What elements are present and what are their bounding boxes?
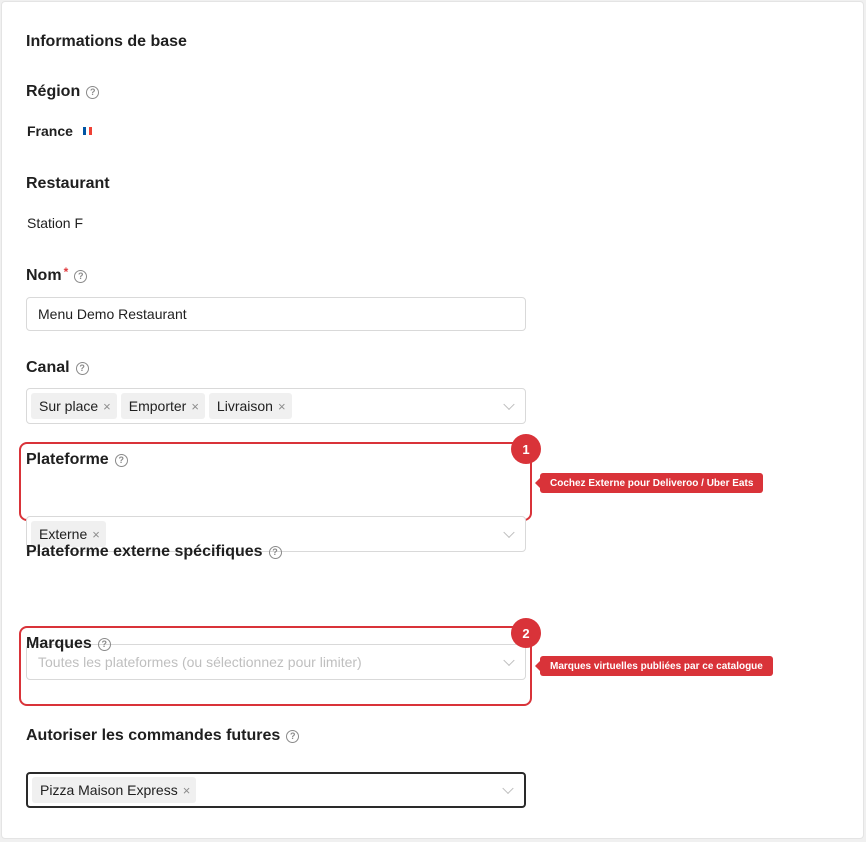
remove-tag-icon[interactable]: × — [103, 398, 111, 414]
marques-help-icon[interactable]: ? — [98, 638, 111, 651]
region-value-row — [27, 123, 92, 139]
nom-help-icon[interactable]: ? — [74, 270, 87, 283]
step-badge-2: 2 — [511, 618, 541, 648]
canal-tag — [31, 393, 117, 419]
canal-tag — [121, 393, 205, 419]
remove-tag-icon[interactable]: × — [277, 398, 286, 414]
plateforme-externe-help-icon[interactable]: ? — [269, 546, 282, 559]
marques-label-row — [26, 635, 111, 653]
region-label-row — [26, 83, 99, 101]
plateforme-label: Plateforme — [26, 451, 109, 468]
region-help-icon[interactable]: ? — [86, 86, 99, 99]
plateforme-label-row — [26, 451, 128, 469]
canal-tag-label: Sur place — [39, 398, 99, 414]
canal-select[interactable] — [26, 388, 526, 424]
restaurant-label: Restaurant — [26, 175, 110, 192]
canal-help-icon[interactable]: ? — [76, 362, 89, 375]
chevron-down-icon[interactable] — [503, 399, 514, 410]
step-badge-1: 1 — [511, 434, 541, 464]
nom-input[interactable] — [26, 297, 526, 331]
france-flag-icon — [83, 127, 92, 135]
marques-tooltip: Marques virtuelles publiées par ce catalogue — [540, 656, 773, 676]
marques-label: Marques — [26, 635, 92, 652]
marques-tag — [32, 777, 196, 803]
canal-label-row — [26, 359, 89, 377]
chevron-down-icon[interactable] — [503, 527, 514, 538]
plateforme-tag-label: Externe — [39, 526, 88, 542]
commandes-futures-label: Autoriser les commandes futures — [26, 727, 281, 744]
commandes-futures-help-icon[interactable]: ? — [286, 730, 299, 743]
region-label: Région — [26, 83, 81, 100]
marques-tag-label: Pizza Maison Express — [40, 782, 178, 798]
canal-tag-label: Emporter — [128, 398, 187, 414]
nom-label-row — [26, 267, 87, 285]
remove-tag-icon[interactable]: × — [92, 526, 100, 542]
nom-label: Nom — [26, 267, 62, 284]
required-marker: * — [63, 265, 69, 279]
plateforme-externe-label: Plateforme externe spécifiques — [26, 543, 263, 560]
section-title: Informations de base — [26, 33, 187, 50]
canal-tag — [209, 393, 292, 419]
plateforme-help-icon[interactable]: ? — [115, 454, 128, 467]
nom-input-value: Menu Demo Restaurant — [38, 306, 187, 322]
canal-tag-label: Livraison — [216, 398, 273, 414]
canal-label: Canal — [26, 359, 70, 376]
commandes-futures-label-row — [26, 727, 299, 745]
plateforme-tooltip: Cochez Externe pour Deliveroo / Uber Eats — [540, 473, 763, 493]
restaurant-value: Station F — [27, 215, 84, 231]
form-card — [1, 1, 864, 839]
marques-select[interactable] — [26, 772, 526, 808]
region-value: France — [27, 123, 73, 139]
plateforme-externe-label-row — [26, 543, 282, 561]
remove-tag-icon[interactable]: × — [182, 782, 191, 798]
chevron-down-icon[interactable] — [502, 783, 513, 794]
remove-tag-icon[interactable]: × — [191, 398, 199, 414]
plateforme-externe-placeholder: Toutes les plateformes (ou sélectionnez pour limiter) — [38, 654, 362, 670]
